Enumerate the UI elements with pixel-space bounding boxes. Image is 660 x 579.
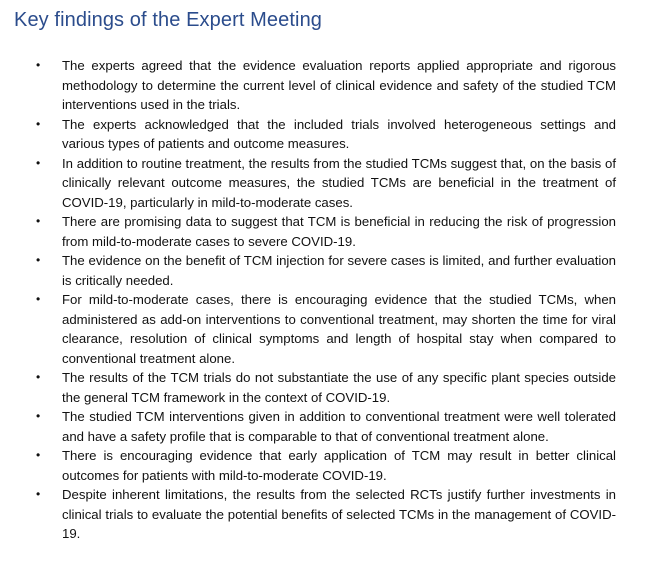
bullet-icon: •: [36, 155, 41, 170]
finding-text: The experts agreed that the evidence evaluation reports applied appropriate and rigorous methodology to determine the current level of clinical evidence and safety of the studied TCM interventions used in the trials.: [62, 58, 616, 112]
list-item: [36, 251, 616, 290]
finding-text: The evidence on the benefit of TCM injection for severe cases is limited, and further evaluation is critically needed.: [62, 253, 616, 288]
finding-text: For mild-to-moderate cases, there is encouraging evidence that the studied TCMs, when administered as add-on interventions to conventional treatment, may shorten the time for viral clearance, resolution of clinical symptoms and length of hospital stay when compared to conventional treatment alone.: [62, 292, 616, 366]
finding-text: The studied TCM interventions given in addition to conventional treatment were well tolerated and have a safety profile that is comparable to that of conventional treatment alone.: [62, 409, 616, 444]
bullet-icon: •: [36, 116, 41, 131]
list-item: [36, 290, 616, 368]
bullet-icon: •: [36, 448, 41, 462]
list-item: [36, 485, 616, 544]
bullet-icon: •: [36, 409, 41, 423]
list-item: [36, 446, 616, 485]
list-item: [36, 154, 616, 213]
list-item: [36, 212, 616, 251]
bullet-icon: •: [36, 58, 41, 72]
list-item: [36, 368, 616, 407]
page-title: Key findings of the Expert Meeting: [14, 9, 323, 31]
finding-text: In addition to routine treatment, the results from the studied TCMs suggest that, on the basis of clinically relevant outcome measures, the studied TCMs are beneficial in the treatment of COVID-19, particularly in mild-to-moderate cases.: [62, 155, 616, 210]
finding-text: There are promising data to suggest that TCM is beneficial in reducing the risk of progression from mild-to-moderate cases to severe COVID-19.: [62, 214, 616, 249]
finding-text: There is encouraging evidence that early application of TCM may result in better clinical outcomes for patients with mild-to-moderate COVID-19.: [62, 448, 616, 483]
bullet-icon: •: [36, 370, 41, 384]
finding-text: The results of the TCM trials do not substantiate the use of any specific plant species outside the general TCM framework in the context of COVID-19.: [62, 370, 616, 405]
list-item: [36, 56, 616, 115]
key-findings-list: [36, 56, 616, 544]
finding-text: The experts acknowledged that the included trials involved heterogeneous settings and various types of patients and outcome measures.: [62, 116, 616, 151]
list-item: [36, 115, 616, 154]
finding-text: Despite inherent limitations, the results from the selected RCTs justify further investments in clinical trials to evaluate the potential benefits of selected TCMs in the management of COVID-19.: [62, 487, 616, 541]
list-item: [36, 407, 616, 446]
bullet-icon: •: [36, 487, 41, 501]
bullet-icon: •: [36, 253, 41, 267]
bullet-icon: •: [36, 292, 41, 306]
bullet-icon: •: [36, 214, 41, 228]
